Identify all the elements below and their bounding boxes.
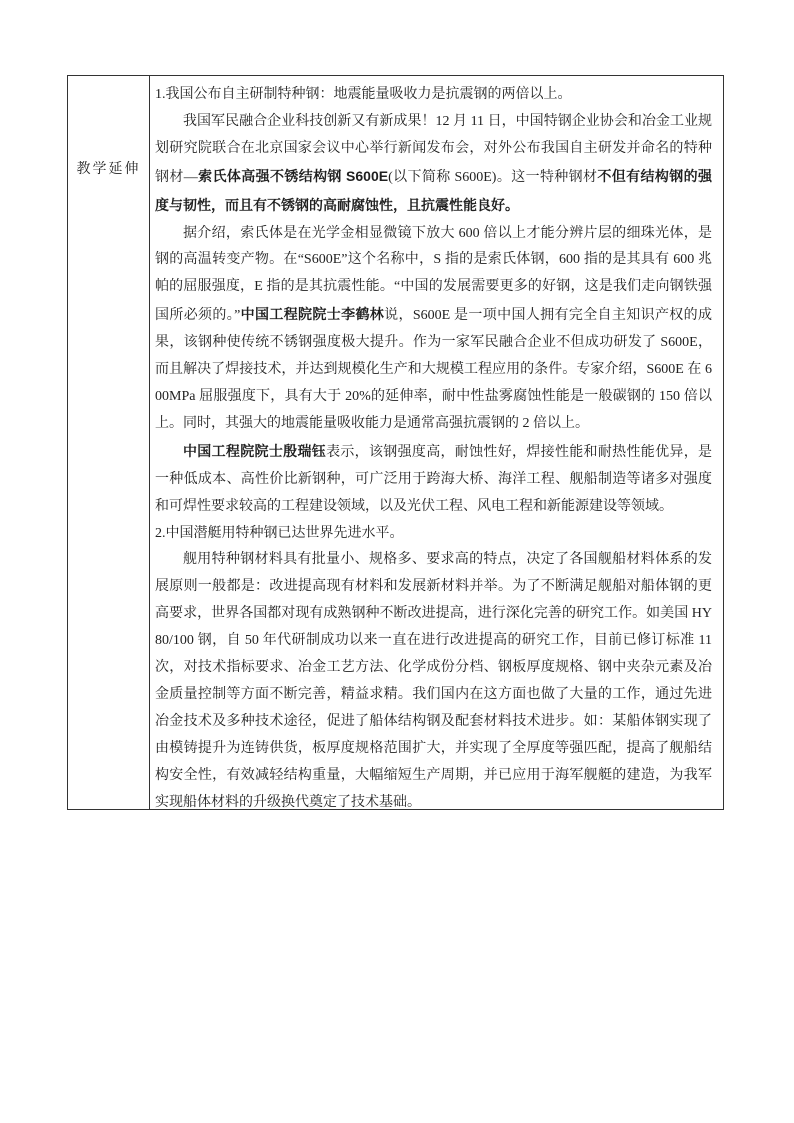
content-table [67,75,724,810]
paragraph [155,109,712,221]
bold-text-run: 索氏体高强不锈结构钢 S600E [197,167,389,184]
text-run: 表示，该钢强度高，耐蚀性好，焊接性能和耐热性能优异，是一种低成本、高性价比新钢种，可广泛用于跨海大桥、海洋工程、舰船制造等诸多对强度和可焊性要求较高的工程建设领域，以及光伏工程、风电工程和新能源建设等领域。 [155,444,713,514]
paragraph [155,521,712,548]
text-run: 说，S600E 是一项中国人拥有完全自主知识产权的成果，该钢种使传统不锈钢强度极大提升。作为一家军民融合企业不但成功研发了 S600E，而且解决了焊接技术，并达到规模化生产和大规模工程应用的条件。专家介绍，S600E 在 600MPa 屈服强度下，具有大于 20%的延伸率，耐中性盐雾腐蚀性能是一般碳钢的 150 倍以上。同时，其强大的地震能量吸收能力是通常高强抗震钢的 2 倍以上。 [155,308,713,431]
paragraph [155,438,712,521]
paragraph [155,82,712,109]
paragraph [155,221,712,438]
bold-text-run: 中国工程院院士李鹤林 [240,306,385,323]
bold-text-run: 不但有结构钢的强度与韧性，而且有不锈钢的高耐腐蚀性，且抗震性能良好。 [155,167,712,213]
bold-text-run: 中国工程院院士殷瑞钰 [183,442,327,459]
text-run: (以下简称 S600E)。这一特种钢材 [388,169,598,185]
row-header-label: 教学延伸 [76,162,141,177]
text-run: 2.中国潜艇用特种钢已达世界先进水平。 [155,525,404,541]
text-run: 据介绍，索氏体是在光学金相显微镜下放大 600 倍以上才能分辨片层的细珠光体，是钢的高温转变产物。在“S600E”这个名称中，S 指的是索氏体钢，600 指的是其具有 600 兆帕的屈服强度，E 指的是其抗震性能。“中国的发展需要更多的好钢，这是我们走向钢铁强国所必须的。” [155,225,712,324]
paragraph [155,547,712,809]
text-run: 1.我国公布自主研制特种钢：地震能量吸收力是抗震钢的两倍以上。 [155,87,572,102]
row-header-cell [68,76,150,809]
text-run: 舰用特种钢材料具有批量小、规格多、要求高的特点，决定了各国舰船材料体系的发展原则一般都是：改进提高现有材料和发展新材料并举。为了不断满足舰船对船体钢的更高要求，世界各国都对现有成熟钢种不断改进提高，进行深化完善的研究工作。如美国 HY80/100 钢，自 50 年代研制成功以来一直在进行改进提高的研究工作，目前已修订标准 11 次，对技术指标要求、冶金工艺方法、化学成份分档、钢板厚度规格、钢中夹杂元素及冶金质量控制等方面不断完善，精益求精。我们国内在这方面也做了大量的工作，通过先进冶金技术及多种技术途径，促进了船体结构钢及配套材料技术进步。如：某船体钢实现了由模铸提升为连铸供货，板厚度规格范围扩大，并实现了全厚度等强匹配，提高了舰船结构安全性，有效减轻结构重量，大幅缩短生产周期，并已应用于海军舰艇的建造，为我军实现船体材料的升级换代奠定了技术基础。 [155,552,712,809]
text-run: 我国军民融合企业科技创新又有新成果！12 月 11 日，中国特钢企业协会和冶金工业规划研究院联合在北京国家会议中心举行新闻发布会，对外公布我国自主研发并命名的特种钢材— [155,113,712,185]
content-cell [150,76,723,809]
